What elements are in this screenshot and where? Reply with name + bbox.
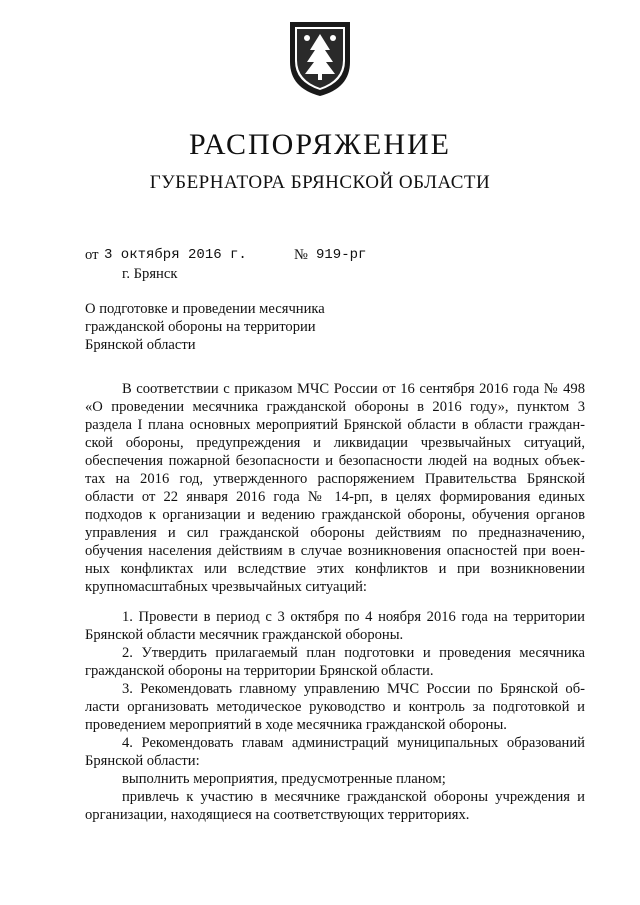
item-line: 3. Рекомендовать главному управлению МЧС России по Брянской об- xyxy=(122,681,585,697)
preamble-line: управления и сил гражданской обороны действиям по предназначению, xyxy=(85,525,585,541)
item-line: гражданской обороны на территории Брянской области. xyxy=(85,663,434,679)
preamble-line: ской обороны, предупреждения и ликвидации чрезвычайных ситуаций, xyxy=(85,435,585,451)
preamble-line: «О проведении месячника гражданской обороны в 2016 году», пунктом 3 xyxy=(85,399,585,415)
item-line: привлечь к участию в месячнике гражданской обороны учреждения и xyxy=(122,789,585,805)
document-number: 919-рг xyxy=(316,247,367,263)
document-city: г. Брянск xyxy=(122,266,178,282)
preamble-line: обучения населения действиям в случае возникновения опасностей при воен- xyxy=(85,543,585,559)
item-line: 1. Провести в период с 3 октября по 4 ноября 2016 года на территории xyxy=(122,609,585,625)
subject-line: Брянской области xyxy=(85,337,196,353)
document-date: 3 октября 2016 г. xyxy=(104,247,247,263)
document-subtitle: ГУБЕРНАТОРА БРЯНСКОЙ ОБЛАСТИ xyxy=(149,172,491,193)
document-title: РАСПОРЯЖЕНИЕ xyxy=(188,128,452,161)
preamble-line: области от 22 января 2016 года № 14-рп, в целях формирования единых xyxy=(85,489,585,505)
subject-line: О подготовке и проведении месячника xyxy=(85,301,325,317)
item-line: ласти организовать методическое руководство и контроль за подготовкой и xyxy=(85,699,585,715)
item-line: 2. Утвердить прилагаемый план подготовки и проведения месячника xyxy=(122,645,585,661)
item-line: Брянской области месячник гражданской обороны. xyxy=(85,627,404,643)
item-line: 4. Рекомендовать главам администраций муниципальных образований xyxy=(122,735,585,751)
preamble-line: ных конфликтах или вследствие этих конфликтов и при возникновении xyxy=(85,561,585,577)
preamble-line: раздела I плана основных мероприятий Брянской области в области граждан- xyxy=(85,417,585,433)
item-line: организации, находящиеся на соответствующих территориях. xyxy=(85,807,470,823)
item-line: выполнить мероприятия, предусмотренные планом; xyxy=(122,771,446,787)
coat-of-arms-icon xyxy=(287,18,353,98)
subject-line: гражданской обороны на территории xyxy=(85,319,316,335)
item-line: проведением мероприятий в ходе месячника гражданской обороны. xyxy=(85,717,507,733)
preamble-line: крупномасштабных чрезвычайных ситуаций: xyxy=(85,579,367,595)
number-label: № xyxy=(294,247,308,263)
preamble-line: подходов к организации и ведению гражданской обороны, обучения органов xyxy=(85,507,585,523)
preamble-line: В соответствии с приказом МЧС России от 16 сентября 2016 года № 498 xyxy=(122,381,585,397)
item-line: Брянской области: xyxy=(85,753,200,769)
preamble-line: тах на 2016 год, утвержденного распоряжением Правительства Брянской xyxy=(85,471,585,487)
date-prefix: от xyxy=(85,247,99,263)
preamble-line: обеспечения пожарной безопасности и безопасности людей на водных объек- xyxy=(85,453,585,469)
